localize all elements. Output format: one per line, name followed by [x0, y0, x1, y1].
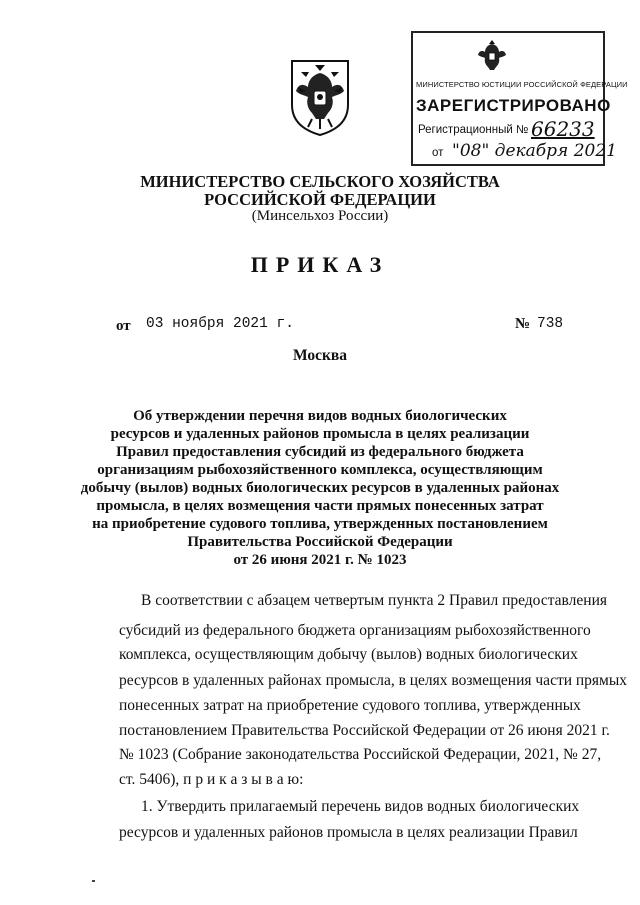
date-prefix: от	[116, 318, 131, 334]
doc-title-line: на приобретение судового топлива, утвержденных постановлением	[92, 516, 548, 532]
body-line: 1. Утвердить прилагаемый перечень видов водных биологических	[141, 798, 580, 815]
doc-title-line: добычу (вылов) водных биологических ресурсов в удаленных районах	[80, 480, 560, 496]
ministry-name-line1: МИНИСТЕРСТВО СЕЛЬСКОГО ХОЗЯЙСТВА	[140, 172, 500, 191]
scan-mark	[92, 880, 95, 882]
stamp-date: "08" декабря 2021	[452, 141, 617, 161]
doc-title-line: промысла, в целях возмещения части прямых понесенных затрат	[96, 498, 544, 514]
body-line: ресурсов в удаленных районах промысла, в целях возмещения части прямых	[119, 672, 628, 689]
state-emblem-icon	[286, 57, 354, 137]
doc-title-line: организациям рыбохозяйственного комплекса, осуществляющим	[97, 462, 543, 478]
stamp-reg-number-label: Регистрационный №	[418, 124, 529, 136]
ministry-short-name: (Минсельхоз России)	[251, 208, 389, 224]
stamp-reg-number: 66233	[531, 117, 595, 141]
stamp-registered-label: ЗАРЕГИСТРИРОВАНО	[416, 96, 611, 115]
order-number: 738	[537, 316, 564, 332]
doc-title-line: ресурсов и удаленных районов промысла в целях реализации	[110, 426, 530, 442]
body-line: комплекса, осуществляющим добычу (вылов) водных биологических	[119, 646, 578, 663]
stamp-emblem-icon	[476, 38, 508, 72]
doc-title-line: Правил предоставления субсидий из федерального бюджета	[116, 444, 524, 460]
body-line: субсидий из федерального бюджета организациям рыбохозяйственного	[119, 622, 591, 639]
body-line: В соответствии с абзацем четвертым пункта 2 Правил предоставления	[141, 592, 607, 609]
ministry-name-line2: РОССИЙСКОЙ ФЕДЕРАЦИИ	[204, 190, 436, 209]
body-line: понесенных затрат на приобретение судового топлива, утвержденных	[119, 697, 581, 714]
order-title: ПРИКАЗ	[250, 252, 390, 277]
body-line: ст. 5406), п р и к а з ы в а ю:	[119, 771, 304, 788]
doc-title-line: от 26 июня 2021 г. № 1023	[233, 552, 407, 568]
body-line: № 1023 (Собрание законодательства Российской Федерации, 2021, № 27,	[119, 746, 602, 763]
stamp-date-label: от	[432, 147, 444, 159]
body-line: постановлением Правительства Российской Федерации от 26 июня 2021 г.	[119, 722, 610, 739]
doc-title-line: Об утверждении перечня видов водных биологических	[133, 408, 507, 424]
stamp-ministry-name: МИНИСТЕРСТВО ЮСТИЦИИ РОССИЙСКОЙ ФЕДЕРАЦИИ	[416, 80, 628, 89]
body-line: ресурсов и удаленных районов промысла в целях реализации Правил	[119, 824, 578, 841]
doc-title-line: Правительства Российской Федерации	[187, 534, 453, 550]
city: Москва	[292, 347, 348, 364]
order-number-prefix: №	[515, 316, 531, 332]
order-date: 03 ноября 2021 г.	[146, 316, 294, 332]
